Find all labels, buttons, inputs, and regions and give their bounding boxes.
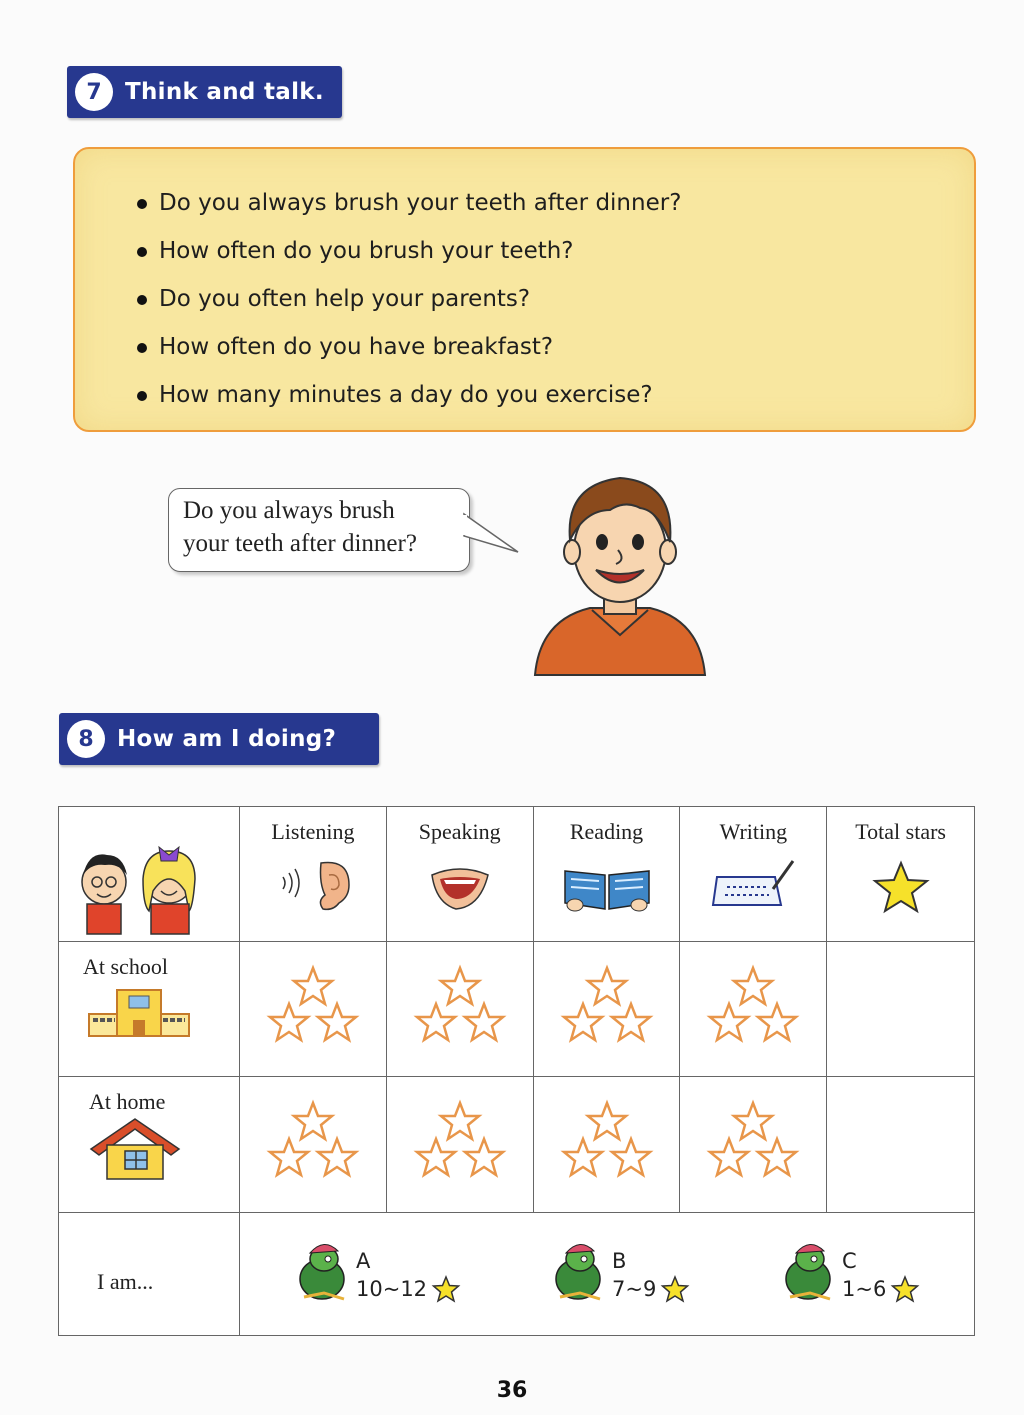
filled-star-icon	[890, 1275, 920, 1303]
grade-range: 7~9	[612, 1277, 657, 1301]
section-7-header	[67, 66, 342, 118]
column-label: Total stars	[855, 819, 946, 844]
table-row-home	[59, 1077, 975, 1213]
column-label: Writing	[719, 819, 788, 844]
section-8-header	[59, 713, 379, 765]
empty-stars-icon	[263, 1099, 363, 1179]
writing-pad-icon	[703, 853, 803, 915]
section-title: Think and talk.	[125, 79, 324, 105]
listening-header	[240, 807, 387, 942]
section-title: How am I doing?	[117, 726, 337, 752]
total-stars-header	[827, 807, 975, 942]
row-label: At home	[89, 1089, 166, 1114]
reading-header	[533, 807, 680, 942]
grade-b	[550, 1237, 690, 1303]
kids-icon	[59, 807, 209, 937]
column-label: Speaking	[418, 819, 501, 844]
section-number: 7	[75, 73, 113, 111]
grade-letter: A	[356, 1249, 371, 1273]
grade-legend-cell	[240, 1213, 975, 1336]
question-item: Do you often help your parents?	[137, 275, 974, 323]
school-speaking-stars	[386, 942, 533, 1077]
grade-letter: C	[842, 1249, 857, 1273]
speech-bubble	[168, 488, 470, 572]
question-box	[73, 147, 976, 432]
question-item: How often do you brush your teeth?	[137, 227, 974, 275]
turtle-mascot-icon	[294, 1237, 352, 1303]
row-header-home	[59, 1077, 240, 1213]
writing-header	[680, 807, 827, 942]
column-label: Listening	[271, 819, 355, 844]
bubble-line: Do you always brush	[183, 497, 395, 524]
school-reading-stars	[533, 942, 680, 1077]
column-label: Reading	[569, 819, 644, 844]
grade-c	[780, 1237, 920, 1303]
filled-star-icon	[431, 1275, 461, 1303]
empty-stars-icon	[410, 964, 510, 1044]
empty-stars-icon	[263, 964, 363, 1044]
school-writing-stars	[680, 942, 827, 1077]
boy-illustration-icon	[530, 470, 710, 685]
grade-range: 10~12	[356, 1277, 428, 1301]
empty-stars-icon	[703, 1099, 803, 1179]
filled-star-icon	[851, 853, 951, 915]
self-assessment-table	[58, 806, 975, 1336]
grade-range: 1~6	[842, 1277, 887, 1301]
section-number: 8	[67, 720, 105, 758]
turtle-mascot-icon	[550, 1237, 608, 1303]
speaking-header	[386, 807, 533, 942]
row-header-school	[59, 942, 240, 1077]
ear-icon	[263, 853, 363, 915]
home-listening-stars	[240, 1077, 387, 1213]
row-label: At school	[83, 954, 168, 979]
filled-star-icon	[660, 1275, 690, 1303]
question-item: Do you always brush your teeth after dinner?	[137, 179, 974, 227]
question-item: How many minutes a day do you exercise?	[137, 371, 974, 419]
question-item: How often do you have breakfast?	[137, 323, 974, 371]
empty-stars-icon	[557, 964, 657, 1044]
school-listening-stars	[240, 942, 387, 1077]
bubble-line: your teeth after dinner?	[183, 530, 417, 557]
table-row-grade	[59, 1213, 975, 1336]
grade-letter: B	[612, 1249, 627, 1273]
house-icon	[89, 1115, 239, 1187]
grade-a	[294, 1237, 461, 1303]
kids-cell	[59, 807, 240, 942]
i-am-label: I am...	[97, 1269, 154, 1294]
grade-label-cell	[59, 1213, 240, 1336]
empty-stars-icon	[557, 1099, 657, 1179]
table-header-row	[59, 807, 975, 942]
page-number: 36	[496, 1378, 528, 1403]
home-speaking-stars	[386, 1077, 533, 1213]
school-icon	[85, 980, 235, 1050]
empty-stars-icon	[410, 1099, 510, 1179]
home-writing-stars	[680, 1077, 827, 1213]
question-list	[137, 179, 974, 419]
home-reading-stars	[533, 1077, 680, 1213]
empty-stars-icon	[703, 964, 803, 1044]
turtle-mascot-icon	[780, 1237, 838, 1303]
book-icon	[557, 853, 657, 915]
table-row-school	[59, 942, 975, 1077]
school-total-cell[interactable]	[827, 942, 975, 1077]
mouth-icon	[410, 853, 510, 915]
speech-bubble-tail	[462, 508, 522, 558]
home-total-cell[interactable]	[827, 1077, 975, 1213]
